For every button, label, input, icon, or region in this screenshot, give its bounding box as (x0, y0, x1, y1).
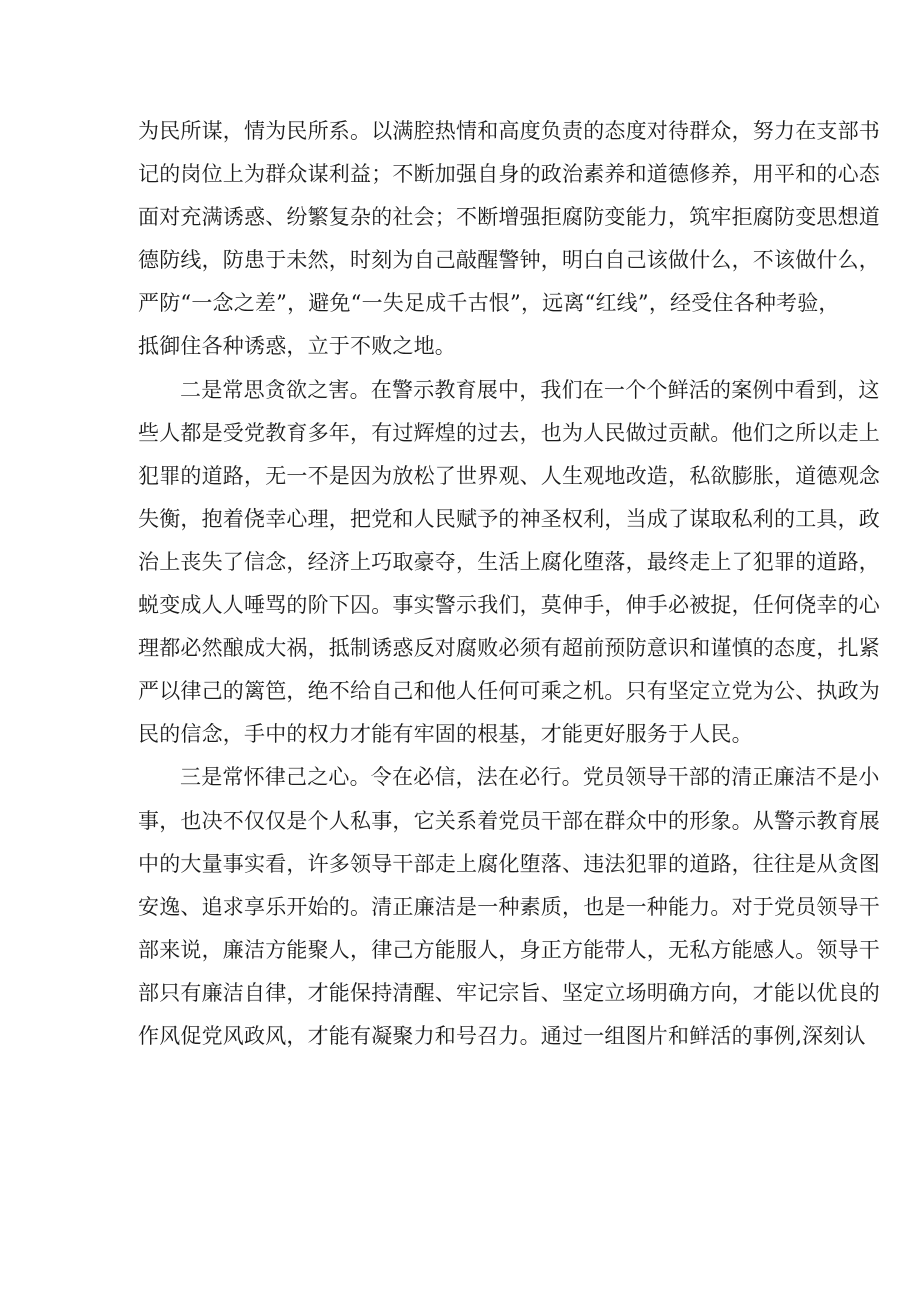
text-line: 严防“一念之差”，避免“一失足成千古恨”，远离“红线”，经受住各种考验， (138, 291, 840, 316)
text-line: 蜕变成人人唾骂的阶下囚。事实警示我们，莫伸手，伸手必被捉，任何侥幸的心 (138, 593, 880, 618)
text-line: 部只有廉洁自律，才能保持清醒、牢记宗旨、坚定立场明确方向，才能以优良的 (138, 980, 880, 1005)
text-line: 记的岗位上为群众谋利益；不断加强自身的政治素养和道德修养，用平和的心态 (138, 162, 880, 187)
paragraph (138, 369, 880, 757)
text-line: 理都必然酿成大祸，抵制诱惑反对腐败必须有超前预防意识和谨慎的态度，扎紧 (138, 636, 880, 661)
text-line: 严以律己的篱笆，绝不给自己和他人任何可乘之机。只有坚定立党为公、执政为 (138, 679, 880, 704)
text-line: 安逸、追求享乐开始的。清正廉洁是一种素质，也是一种能力。对于党员领导干 (138, 894, 880, 919)
text-line: 治上丧失了信念，经济上巧取豪夺，生活上腐化堕落，最终走上了犯罪的道路， (138, 549, 880, 574)
text-line: 犯罪的道路，无一不是因为放松了世界观、人生观地改造，私欲膨胀，道德观念 (138, 463, 880, 488)
text-line: 失衡，抱着侥幸心理，把党和人民赋予的神圣权利，当成了谋取私利的工具，政 (138, 506, 880, 531)
text-line: 抵御住各种诱惑，立于不败之地。 (138, 334, 456, 359)
paragraph (138, 110, 880, 369)
text-line: 三是常怀律己之心。令在必信，法在必行。党员领导干部的清正廉洁不是小 (180, 765, 880, 790)
text-line: 民的信念，手中的权力才能有牢固的根基，才能更好服务于人民。 (138, 722, 753, 747)
text-line: 面对充满诱惑、纷繁复杂的社会；不断增强拒腐防变能力，筑牢拒腐防变思想道 (138, 205, 880, 230)
text-line: 中的大量事实看，许多领导干部走上腐化堕落、违法犯罪的道路，往往是从贪图 (138, 851, 880, 876)
text-line: 德防线，防患于未然，时刻为自己敲醒警钟，明白自己该做什么，不该做什么， (138, 248, 880, 273)
paragraph (138, 756, 880, 1058)
text-line: 事，也决不仅仅是个人私事，它关系着党员干部在群众中的形象。从警示教育展 (138, 808, 880, 833)
text-line: 部来说，廉洁方能聚人，律己方能服人，身正方能带人，无私方能感人。领导干 (138, 937, 880, 962)
text-line: 二是常思贪欲之害。在警示教育展中，我们在一个个鲜活的案例中看到，这 (180, 377, 880, 402)
text-line: 些人都是受党教育多年，有过辉煌的过去，也为人民做过贡献。他们之所以走上 (138, 420, 880, 445)
document-body (138, 110, 880, 1058)
text-line: 作风促党风政风，才能有凝聚力和号召力。通过一组图片和鲜活的事例,深刻认 (138, 1023, 866, 1048)
text-line: 为民所谋，情为民所系。以满腔热情和高度负责的态度对待群众，努力在支部书 (138, 119, 880, 143)
